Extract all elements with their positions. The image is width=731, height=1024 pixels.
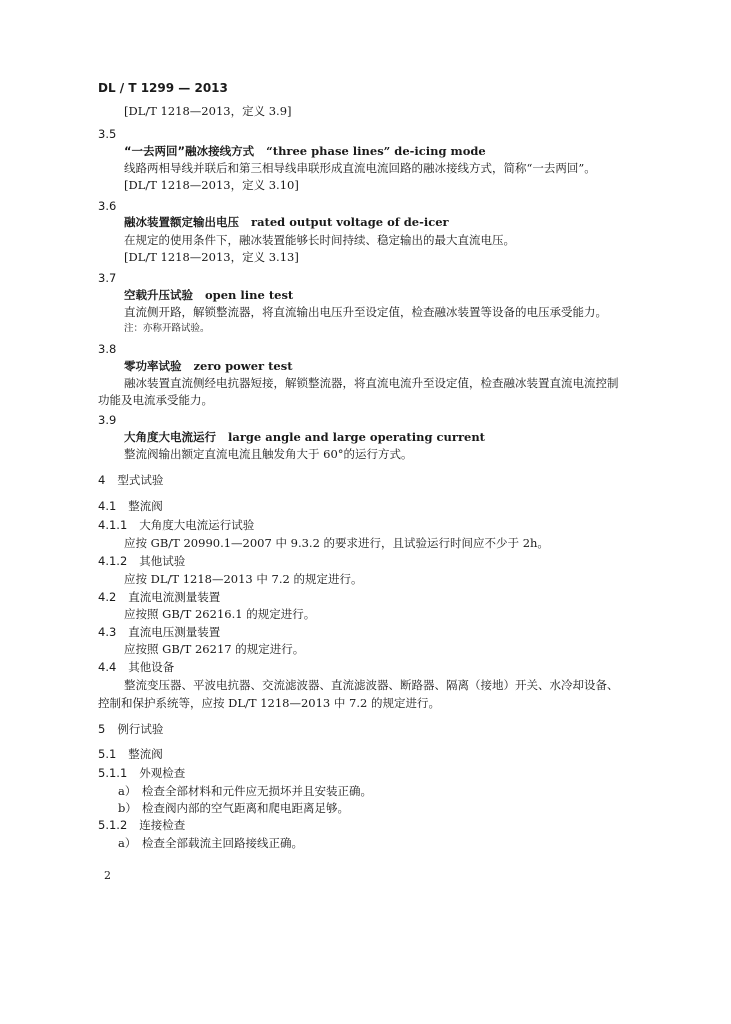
section-body: 应按 DL/T 1218—2013 中 7.2 的规定进行。 <box>124 572 363 586</box>
list-item-text: 检查阀内部的空气距离和爬电距离足够。 <box>142 801 349 815</box>
section-title: 整流阀 <box>128 747 163 761</box>
term-english: “three phase lines” de-icing mode <box>266 144 486 158</box>
section-number: 5.1 <box>98 747 117 761</box>
term-heading <box>124 429 485 445</box>
section-number: 5 <box>98 722 106 736</box>
section-heading-5-1-1 <box>98 765 185 781</box>
list-marker: b） <box>118 801 137 815</box>
section-body: 应按 GB/T 20990.1—2007 中 9.3.2 的要求进行，且试验运行时间应不少于 2h。 <box>124 536 549 550</box>
section-heading-4-1-2 <box>98 553 185 569</box>
list-item <box>118 783 372 799</box>
section-heading-4 <box>98 472 163 488</box>
list-item-text: 检查全部载流主回路接线正确。 <box>142 836 303 850</box>
term-definition: 直流侧开路，解锁整流器，将直流输出电压升至设定值，检查融冰装置等设备的电压承受能力。 <box>124 305 607 319</box>
section-title: 连接检查 <box>139 818 186 832</box>
term-heading <box>124 214 449 230</box>
section-heading-4-3 <box>98 624 220 640</box>
list-item <box>118 800 349 816</box>
clause-number: 3.7 <box>98 271 117 285</box>
term-definition: 在规定的使用条件下，融冰装置能够长时间持续、稳定输出的最大直流电压。 <box>124 233 515 247</box>
term-heading <box>124 143 486 159</box>
term-english: open line test <box>205 288 294 302</box>
list-marker: a） <box>118 836 137 850</box>
term-chinese: 融冰装置额定输出电压 <box>124 215 239 229</box>
clause-number: 3.5 <box>98 127 117 141</box>
term-note: 注：亦称开路试验。 <box>124 323 210 334</box>
term-heading <box>124 287 293 303</box>
section-number: 5.1.1 <box>98 766 128 780</box>
clause-number: 3.8 <box>98 342 117 356</box>
section-title: 其他试验 <box>139 554 186 568</box>
term-definition: 线路两相导线并联后和第三相导线串联形成直流电流回路的融冰接线方式，简称“一去两回”。 <box>124 161 596 175</box>
section-number: 4.4 <box>98 660 117 674</box>
term-english: rated output voltage of de-icer <box>251 215 449 229</box>
list-marker: a） <box>118 784 137 798</box>
section-heading-5 <box>98 721 163 737</box>
section-body: 应按照 GB/T 26216.1 的规定进行。 <box>124 607 316 621</box>
term-english: large angle and large operating current <box>228 430 485 444</box>
list-item-text: 检查全部材料和元件应无损坏并且安装正确。 <box>142 784 372 798</box>
section-title: 直流电流测量装置 <box>128 590 221 604</box>
section-body-continued: 控制和保护系统等，应按 DL/T 1218—2013 中 7.2 的规定进行。 <box>98 696 440 710</box>
term-definition: 融冰装置直流侧经电抗器短接，解锁整流器，将直流电流升至设定值，检查融冰装置直流电流控制 <box>124 376 619 390</box>
section-number: 4.3 <box>98 625 117 639</box>
clause-number: 3.9 <box>98 413 117 427</box>
definition-reference: [DL/T 1218—2013，定义 3.10] <box>124 178 299 192</box>
section-title: 直流电压测量装置 <box>128 625 221 639</box>
section-title: 其他设备 <box>128 660 175 674</box>
term-heading <box>124 358 293 374</box>
term-definition: 整流阀输出额定直流电流且触发角大于 60°的运行方式。 <box>124 447 413 461</box>
list-item <box>118 835 303 851</box>
clause-number: 3.6 <box>98 199 117 213</box>
term-english: zero power test <box>193 359 293 373</box>
standard-header: DL / T 1299 — 2013 <box>98 81 228 95</box>
section-heading-5-1 <box>98 746 163 762</box>
term-chinese: “一去两回”融冰接线方式 <box>124 144 255 158</box>
section-heading-4-1-1 <box>98 517 254 533</box>
section-number: 4 <box>98 473 106 487</box>
page-number: 2 <box>104 869 111 882</box>
section-heading-4-1 <box>98 498 163 514</box>
section-heading-5-1-2 <box>98 817 185 833</box>
section-body: 应按照 GB/T 26217 的规定进行。 <box>124 642 305 656</box>
term-chinese: 大角度大电流运行 <box>124 430 216 444</box>
section-body: 整流变压器、平波电抗器、交流滤波器、直流滤波器、断路器、隔离（接地）开关、水冷却设备、 <box>124 678 619 692</box>
term-chinese: 零功率试验 <box>124 359 182 373</box>
term-definition-continued: 功能及电流承受能力。 <box>98 393 213 407</box>
section-title: 整流阀 <box>128 499 163 513</box>
section-title: 例行试验 <box>117 722 164 736</box>
section-heading-4-2 <box>98 589 220 605</box>
definition-reference: [DL/T 1218—2013，定义 3.9] <box>124 104 292 118</box>
section-title: 大角度大电流运行试验 <box>139 518 255 532</box>
section-number: 4.1.1 <box>98 518 128 532</box>
section-number: 5.1.2 <box>98 818 128 832</box>
term-chinese: 空载升压试验 <box>124 288 193 302</box>
section-number: 4.2 <box>98 590 117 604</box>
section-title: 型式试验 <box>117 473 164 487</box>
section-number: 4.1.2 <box>98 554 128 568</box>
section-heading-4-4 <box>98 659 174 675</box>
section-number: 4.1 <box>98 499 117 513</box>
definition-reference: [DL/T 1218—2013，定义 3.13] <box>124 250 299 264</box>
section-title: 外观检查 <box>139 766 186 780</box>
